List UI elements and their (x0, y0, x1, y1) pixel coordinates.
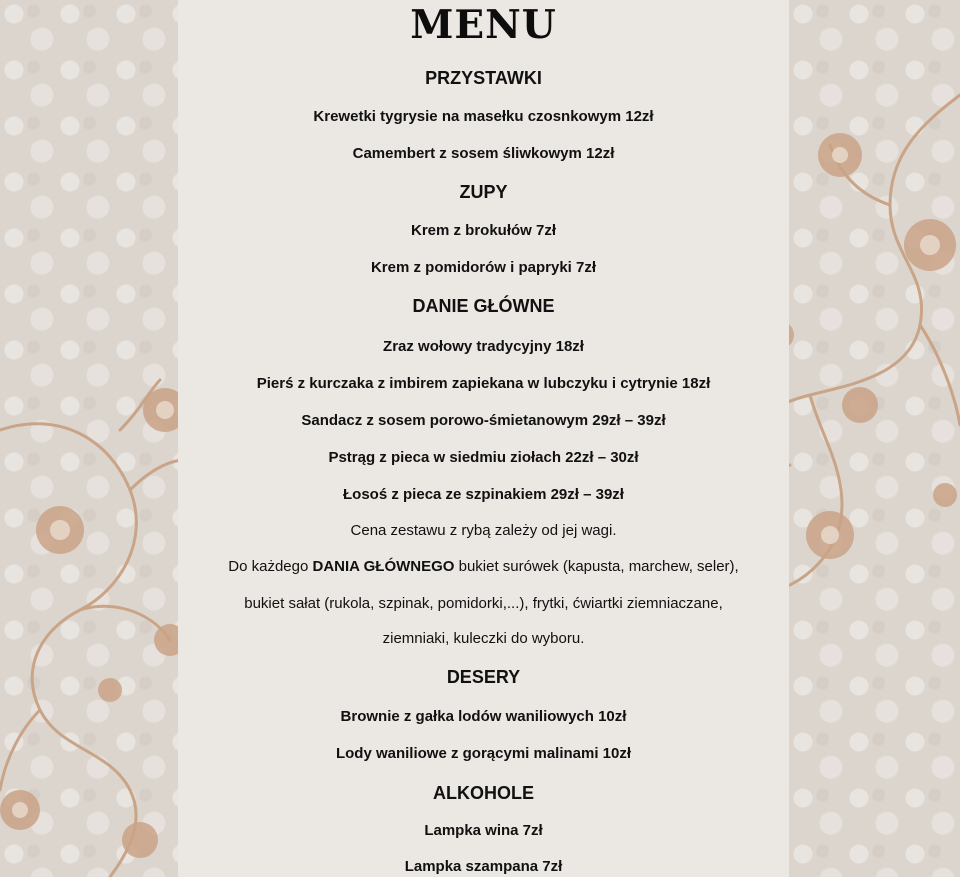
side-dish-note-bold: DANIA GŁÓWNEGO (312, 558, 455, 575)
side-dish-note-suffix: bukiet surówek (kapusta, marchew, seler), (454, 558, 739, 575)
menu-item: Krem z brokułów 7zł (410, 222, 557, 239)
menu-title: MENU (410, 2, 557, 48)
section-heading-przystawki: PRZYSTAWKI (425, 68, 542, 88)
menu-item: Pierś z kurczaka z imbirem zapiekana w lubczyku i cytrynie 18zł (256, 375, 711, 392)
menu-item: Sandacz z sosem porowo-śmietanowym 29zł – 39zł (301, 412, 666, 429)
menu-item: Łosoś z pieca ze szpinakiem 29zł – 39zł (343, 486, 624, 503)
menu-item: Lampka wina 7zł (424, 822, 543, 839)
menu-item: Krem z pomidorów i papryki 7zł (370, 259, 597, 276)
side-dish-note-prefix: Do każdego (228, 558, 313, 575)
menu-item: Lampka szampana 7zł (404, 858, 563, 875)
section-heading-alkohole: ALKOHOLE (433, 783, 534, 803)
menu-panel (178, 0, 789, 877)
fish-price-note: Cena zestawu z rybą zależy od jej wagi. (350, 522, 617, 539)
menu-item: Zraz wołowy tradycyjny 18zł (383, 338, 584, 355)
menu-item: Camembert z sosem śliwkowym 12zł (352, 145, 615, 162)
section-heading-desery: DESERY (446, 667, 521, 687)
side-dish-note-line2: bukiet sałat (rukola, szpinak, pomidorki,...), frytki, ćwiartki ziemniaczane, (244, 595, 723, 612)
menu-item: Lody waniliowe z gorącymi malinami 10zł (335, 745, 632, 762)
section-heading-zupy: ZUPY (459, 182, 508, 202)
menu-item: Brownie z gałka lodów waniliowych 10zł (340, 708, 627, 725)
section-heading-danie-glowne: DANIE GŁÓWNE (412, 296, 555, 316)
side-dish-note-line3: ziemniaki, kuleczki do wyboru. (382, 630, 585, 647)
side-dish-note (178, 558, 789, 575)
menu-item: Pstrąg z pieca w siedmiu ziołach 22zł – 30zł (328, 449, 639, 466)
menu-item: Krewetki tygrysie na masełku czosnkowym 12zł (313, 108, 654, 125)
